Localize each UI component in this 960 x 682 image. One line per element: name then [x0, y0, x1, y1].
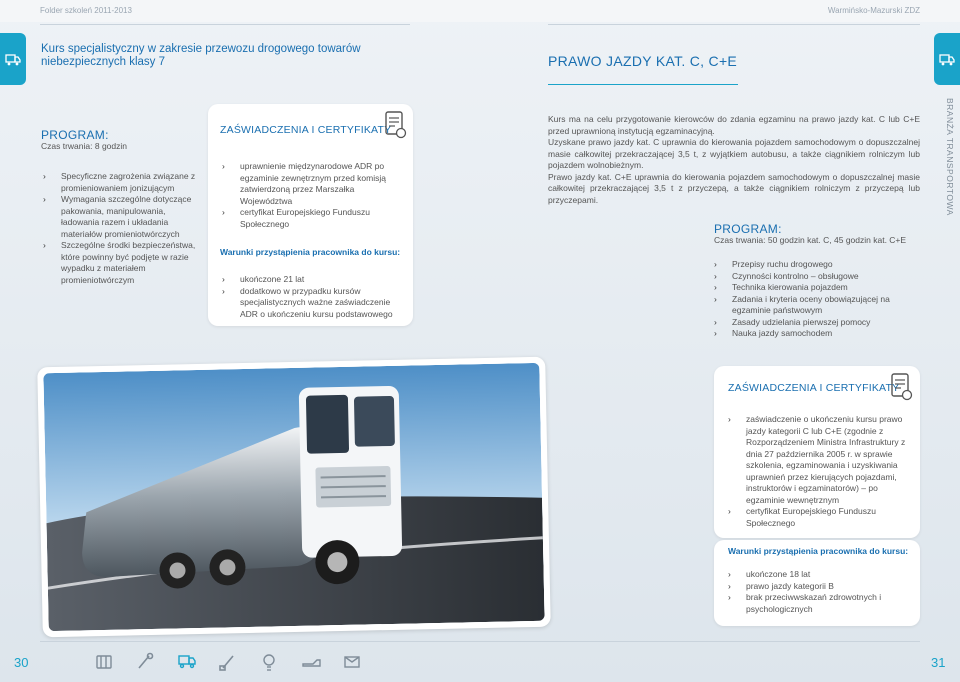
- truck-icon: [5, 51, 21, 67]
- list-item: › Wymagania szczególne dotyczące pakowania, manipulowania, ładowania razem i układania materiałów promieniotwórczych: [41, 194, 206, 240]
- list-item: › Czynności kontrolno – obsługowe: [712, 271, 912, 283]
- truck-icon: [939, 51, 955, 67]
- title-underline: [548, 84, 738, 85]
- section-tab-left[interactable]: [0, 33, 26, 85]
- cert-list-right: [726, 414, 914, 529]
- page-number-right: 31: [931, 655, 946, 670]
- requirements-list-left: [220, 274, 400, 320]
- header-left: Folder szkoleń 2011-2013: [40, 6, 132, 15]
- cert-box-left: [208, 104, 413, 326]
- requirements-heading-right: Warunki przystąpienia pracownika do kursu:: [728, 546, 909, 556]
- list-item: › Przepisy ruchu drogowego: [712, 259, 912, 271]
- list-item: › certyfikat Europejskiego Funduszu Społecznego: [220, 207, 400, 230]
- list-item: › ukończone 21 lat: [220, 274, 400, 286]
- truck-photo-frame: [37, 357, 551, 638]
- page-number-left: 30: [14, 655, 29, 670]
- duration-right: Czas trwania: 50 godzin kat. C, 45 godzin kat. C+E: [714, 235, 907, 245]
- requirements-heading-left: Warunki przystąpienia pracownika do kursu:: [220, 247, 401, 257]
- cert-heading-left: ZAŚWIADCZENIA I CERTYFIKATY: [220, 124, 392, 136]
- list-item: › Specyficzne zagrożenia związane z promieniowaniem jonizującym: [41, 171, 206, 194]
- list-item: › brak przeciwwskazań zdrowotnych i psychologicznych: [726, 592, 906, 615]
- duration-left: Czas trwania: 8 godzin: [41, 141, 127, 151]
- certificate-icon: [890, 372, 914, 402]
- brush-icon[interactable]: [220, 656, 233, 670]
- side-label: BRANŻA TRANSPORTOWA: [945, 98, 955, 216]
- page-title: PRAWO JAZDY KAT. C, C+E: [548, 53, 738, 69]
- header-divider-right: [548, 24, 920, 25]
- header-right: Warmińsko-Mazurski ZDZ: [827, 6, 920, 15]
- requirements-list-right: [726, 569, 906, 615]
- list-item: › certyfikat Europejskiego Funduszu Społecznego: [726, 506, 914, 529]
- list-item: › uprawnienie międzynarodowe ADR po egzaminie zewnętrznym przed komisją zatwierdzoną przez Marszałka Województwa: [220, 161, 400, 207]
- hand-icon[interactable]: [303, 660, 320, 666]
- requirements-box-right: [714, 540, 920, 626]
- header-strip: [0, 0, 960, 22]
- list-item: › zaświadczenie o ukończeniu kursu prawo jazdy kategorii C lub C+E (zgodnie z Rozporządzeniem Ministra Infrastruktury z dnia 27 października 2005 r. w sprawie szkolenia, egzaminowania i uzyskiwania uprawnień przez kierujących pojazdami, instruktorów i egzaminatorów) – po egzaminie wewnętrznym: [726, 414, 914, 506]
- footer-divider: [40, 641, 920, 642]
- intro-paragraph: Uzyskane prawo jazdy kat. C uprawnia do kierowania pojazdem samochodowym o dopuszczalnej masie całkowitej przekraczającej 3,5 t, z wyjątkiem autobusu, a także ciągnikiem rolniczym lub pojazdem wolnobieżnym.: [548, 137, 920, 170]
- course-title: Kurs specjalistyczny w zakresie przewozu drogowego towarów niebezpiecznych klasy 7: [41, 43, 361, 68]
- program-list-right: [712, 259, 912, 340]
- program-list-left: [41, 171, 206, 286]
- list-item: › Zasady udzielania pierwszej pomocy: [712, 317, 912, 329]
- section-tab-right[interactable]: [934, 33, 960, 85]
- list-item: › Nauka jazdy samochodem: [712, 328, 912, 340]
- certificate-icon: [384, 110, 408, 140]
- bottom-icon-bar: [95, 652, 365, 677]
- lightbulb-icon[interactable]: [264, 655, 274, 670]
- list-item: › Technika kierowania pojazdem: [712, 282, 912, 294]
- list-item: › Zadania i kryteria oceny obowiązującej na egzaminie państwowym: [712, 294, 912, 317]
- list-item: › ukończone 18 lat: [726, 569, 906, 581]
- truck-icon[interactable]: [179, 656, 195, 668]
- truck-photo: [43, 363, 544, 631]
- cert-box-right: [714, 366, 920, 538]
- intro-paragraph: Kurs ma na celu przygotowanie kierowców do zdania egzaminu na prawo jazdy kat. C lub C+E przed uprawnioną instytucją egzaminacyjną.: [548, 114, 920, 136]
- header-divider-left: [40, 24, 410, 25]
- envelope-icon[interactable]: [345, 657, 359, 667]
- cert-list-left: [220, 161, 400, 230]
- wrench-icon[interactable]: [139, 654, 153, 669]
- intro-paragraph: Prawo jazdy kat. C+E uprawnia do kierowania pojazdem samochodowym o dopuszczalnej masie całkowitej przekraczającej 3,5 t z przyczepą, a także ciągnikiem rolniczym z przyczepą lub przyczepami.: [548, 171, 920, 205]
- intro-text: [548, 114, 920, 206]
- cert-heading-right: ZAŚWIADCZENIA I CERTYFIKATY: [728, 382, 900, 394]
- list-item: › dodatkowo w przypadku kursów specjalistycznych ważne zaświadczenie ADR o ukończeniu kursu podstawowego: [220, 286, 400, 321]
- list-item: › prawo jazdy kategorii B: [726, 581, 906, 593]
- list-item: › Szczególne środki bezpieczeństwa, które powinny być podjęte w razie wypadku z materiałem promieniotwórczym: [41, 240, 206, 286]
- program-heading-right: PROGRAM:: [714, 222, 782, 236]
- tools-icon[interactable]: [97, 656, 111, 668]
- program-heading-left: PROGRAM:: [41, 128, 109, 142]
